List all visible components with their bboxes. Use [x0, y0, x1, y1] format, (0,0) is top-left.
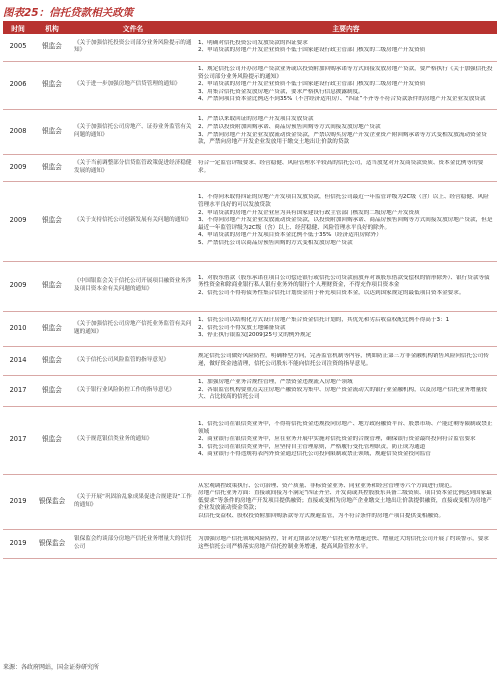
cell-doc-name: 《关于加强信托投资公司部分业务风险提示的通知》 [71, 34, 195, 61]
cell-content [195, 34, 497, 61]
cell-org: 银监会 [33, 261, 71, 311]
table-row [3, 109, 497, 154]
cell-content [195, 375, 497, 406]
content-line: 1、信托公司在银信类业务中，不得将信托资金违规投向房地产、地方政府融资平台、股票市场、产能过剩等限制或禁止领域 [198, 421, 493, 435]
cell-org: 银监会 [33, 346, 71, 375]
header-org: 机构 [33, 22, 71, 34]
cell-doc-name: 银保监会约谈部分房地产信托业务增量大的信托公司 [71, 529, 195, 558]
content-line: 5、严禁信托公司以商品房预售回购的方式变相发放房地产贷款 [198, 239, 353, 246]
cell-year: 2009 [3, 261, 33, 311]
content-line: 3、停止执行银监发[2009]25号文的例外规定 [198, 332, 312, 339]
cell-year: 2005 [3, 34, 33, 61]
content-line: 为加强房地产信托领域风险防控，针对近期部分房地产信托业务增速过快、增量过大的信托公司开展了约谈警示，要求这些信托公司严格落实房地产信托控制业务增速，提高风险管控水平。 [198, 535, 489, 550]
content-line: 1、加强房地产业务合规性管理，严禁资金违规流入房地产领域 [198, 379, 353, 386]
table-body [3, 34, 497, 558]
content-line: 1、不得向未取得四证的房地产开发项目发放贷款，但信托公司最近一年监管评级为2C级（含）以上、经营稳健、风险管理水平良好的可以发放贷款 [198, 194, 489, 209]
cell-org: 银保监会 [33, 474, 71, 529]
table-row [3, 311, 497, 346]
content-line: 房地产信托业务方面：直接或间接为不满足“四证齐全、开发商或其控股股东具备二级资质、项目资本金比例达到国家最低要求”等条件的房地产开发项目提供融资；直接或变相为房地产企业缴交土地出让价款提供融资，直接或变相为房地产企业发放流动资金贷款； [198, 490, 492, 512]
content-line: 3、用集合信托资金发放房地产贷款，要求严格执行信息披露制度。 [198, 88, 364, 95]
content-line: 4、商业银行不得违规将表内外资金通过信托公司投向限制或禁止领域，规避信贷资金投向监管 [198, 451, 431, 458]
content-line: 规定信托公司做好风险防控，明确释型方向，完善监管机制等内容，例如防止第三方非金融机构销售风险向信托公司传递，做好资金池清理，信托公司股东不能向信托公司注资的指导意见。 [198, 352, 489, 367]
cell-content [195, 529, 497, 558]
table-row [3, 346, 497, 375]
figure-title: 图表25：信托贷款相关政策 [3, 7, 134, 19]
cell-doc-name: 《关于银行业风险防控工作的指导意见》 [71, 375, 195, 406]
cell-doc-name: 《中国银监会关于信托公司开展项目融资业务涉及项目资本金有关问题的通知》 [71, 261, 195, 311]
cell-org: 银监会 [33, 406, 71, 474]
cell-year: 2010 [3, 311, 33, 346]
content-line: 从宏观调控政策执行、公司治理、资产质量、非标资金业务、同业业务和经营管理等六个方面进行规范。 [198, 482, 456, 489]
content-line: 2、各银监管机构要重点关注房地产融资较为集中、房地产资金流动大的银行业金融机构，以及房地产信托业务增量较大、占比较高的信托公司 [198, 386, 487, 401]
cell-org: 银监会 [33, 375, 71, 406]
cell-doc-name: 《关于开展“巩固治乱象成果促进合规建设”工作的通知》 [71, 474, 195, 529]
cell-org: 银监会 [33, 311, 71, 346]
content-line: 1、规定信托公司开办房地产贷款业务或以投资附加回购承诺等方式间接发放房地产贷款，要严格执行《关于加强信托投资公司部分业务风险提示的通知》 [198, 66, 493, 80]
table-row [3, 61, 497, 109]
source-note: 来源：各政府网站，国金证券研究所 [3, 664, 100, 671]
cell-year: 2019 [3, 474, 33, 529]
cell-doc-name: 《关于进一步加强房地产信贷管理的通知》 [71, 61, 195, 109]
table-row [3, 154, 497, 181]
cell-doc-name: 《关于当前调整部分信贷监管政策促进经济稳健发展的通知》 [71, 154, 195, 181]
content-line: 1、对股东借款（股东承诺在项目公司偿还银行或信托公司贷款前放弃对该股东借款受偿权的情形除外）、银行贷款等债务性资金和除商业银行私人银行业务外的银行个人理财资金，不得充作项目资本金 [198, 274, 490, 289]
cell-content [195, 311, 497, 346]
cell-year: 2006 [3, 61, 33, 109]
cell-year: 2009 [3, 154, 33, 181]
policy-table [3, 22, 497, 559]
cell-content [195, 154, 497, 181]
cell-org: 银监会 [33, 34, 71, 61]
content-line: 2、申请贷款的房地产开发企业应为具有国家建设行政主管部门核发的二级房地产开发资质 [198, 209, 420, 216]
cell-org: 银监会 [33, 61, 71, 109]
content-line: 1、严禁以来取回证的房地产开发项目发放贷款 [198, 116, 314, 123]
table-row [3, 181, 497, 261]
cell-org: 银监会 [33, 181, 71, 261]
cell-content [195, 261, 497, 311]
cell-year: 2014 [3, 346, 33, 375]
content-line: 3、信托公司在银信类业务中，应坚持自主管理原则，严格履行受托管理职责，防止成为通道 [198, 443, 426, 450]
cell-content [195, 346, 497, 375]
table-row [3, 375, 497, 406]
cell-org: 银监会 [33, 154, 71, 181]
content-line: 1、明确对信托投资公司发放贷款的四证要求 [198, 39, 308, 46]
content-line: 4、严禁向项目资本金比例达不到35%（不含经济适用房）、“四证”不齐等不符合贷款条件的房地产开发企业发放贷款 [198, 96, 486, 103]
cell-doc-name: 《关于加强信托公司房地产、证券业务监管有关问题的通知》 [71, 109, 195, 154]
header-time: 时间 [3, 22, 33, 34]
cell-org: 银保监会 [33, 529, 71, 558]
header-doc: 文件名 [71, 22, 195, 34]
table-row [3, 406, 497, 474]
cell-year: 2019 [3, 529, 33, 558]
content-line: 3、严禁向房地产开发企业发放流动资金贷款，严禁以购买房地产开发企业资产附回购承诺等方式变相发放流动资金贷款，严禁向房地产开发企业发放用于缴交土地出让价款的贷款 [198, 131, 487, 146]
cell-year: 2009 [3, 181, 33, 261]
cell-doc-name: 《关于加强信托公司房地产信托业务监管有关问题的通知》 [71, 311, 195, 346]
content-line: 符合一定监管评级要求、经营稳健、风险管理水平较高的信托公司，适当放宽对开发商贷款资质、资本金比例等的要求。 [198, 159, 484, 174]
content-line: 2、商业银行在银信类业务中，应在业务开展中实施对信托资金的合规管理，确保银行资金最终投向符合监管要求 [198, 436, 476, 443]
cell-content [195, 61, 497, 109]
cell-doc-name: 《关于信托公司风险监管的指导意见》 [71, 346, 195, 375]
table-row [3, 34, 497, 61]
content-line: 4、申请贷款的房地产开发项目资本金比例不低于35%（经济适用房除外） [198, 232, 382, 239]
cell-content [195, 406, 497, 474]
content-line: 2、严禁以投资附加回购承诺、商品房预售回购等方式间接发放房地产贷款 [198, 123, 381, 130]
content-line: 3、不得向房地产开发企业发放流动资金贷款，以投资附加回购承诺、商品房预售回购等方式间接发放房地产贷款，但是最近一年监管评级为2C级（含）以上、经营稳健、风险管理水平良好的除外。 [198, 217, 493, 231]
title-bar [3, 3, 497, 23]
content-line: 2、信托公司不得发放土地储备贷款 [198, 324, 286, 331]
content-line: 2、申请贷款的房地产开发企业资质不低于国家建设行政主管部门核发的二级房地产开发资质 [198, 47, 426, 54]
content-line: 以信托受益权、股权投资附加回购条款等方式规避监管，为不符合条件的房地产项目提供变相融资。 [198, 512, 445, 519]
cell-content [195, 109, 497, 154]
cell-doc-name: 《关于规范银信类业务的通知》 [71, 406, 195, 474]
cell-doc-name: 《关于支持信托公司创新发展有关问题的通知》 [71, 181, 195, 261]
header-content: 主要内容 [195, 22, 497, 34]
table-header-row [3, 22, 497, 34]
cell-year: 2017 [3, 375, 33, 406]
content-line: 1、信托公司以结构化方式设计房地产集合资金信托计划的，其优先和劣后收益权配比例不得高于3：1 [198, 317, 450, 324]
cell-content [195, 181, 497, 261]
table-row [3, 261, 497, 311]
content-line: 2、信托公司不得将债务性集合信托计划资金用于补充项目资本金，以达到国家规定的最低项目资本金要求。 [198, 289, 465, 296]
content-line: 2、申请贷款的房地产开发企业资质不低于国家建设行政主管部门核发的二级房地产开发资质 [198, 81, 426, 88]
cell-org: 银监会 [33, 109, 71, 154]
table-row [3, 474, 497, 529]
cell-content [195, 474, 497, 529]
table-row [3, 529, 497, 558]
cell-year: 2008 [3, 109, 33, 154]
cell-year: 2017 [3, 406, 33, 474]
